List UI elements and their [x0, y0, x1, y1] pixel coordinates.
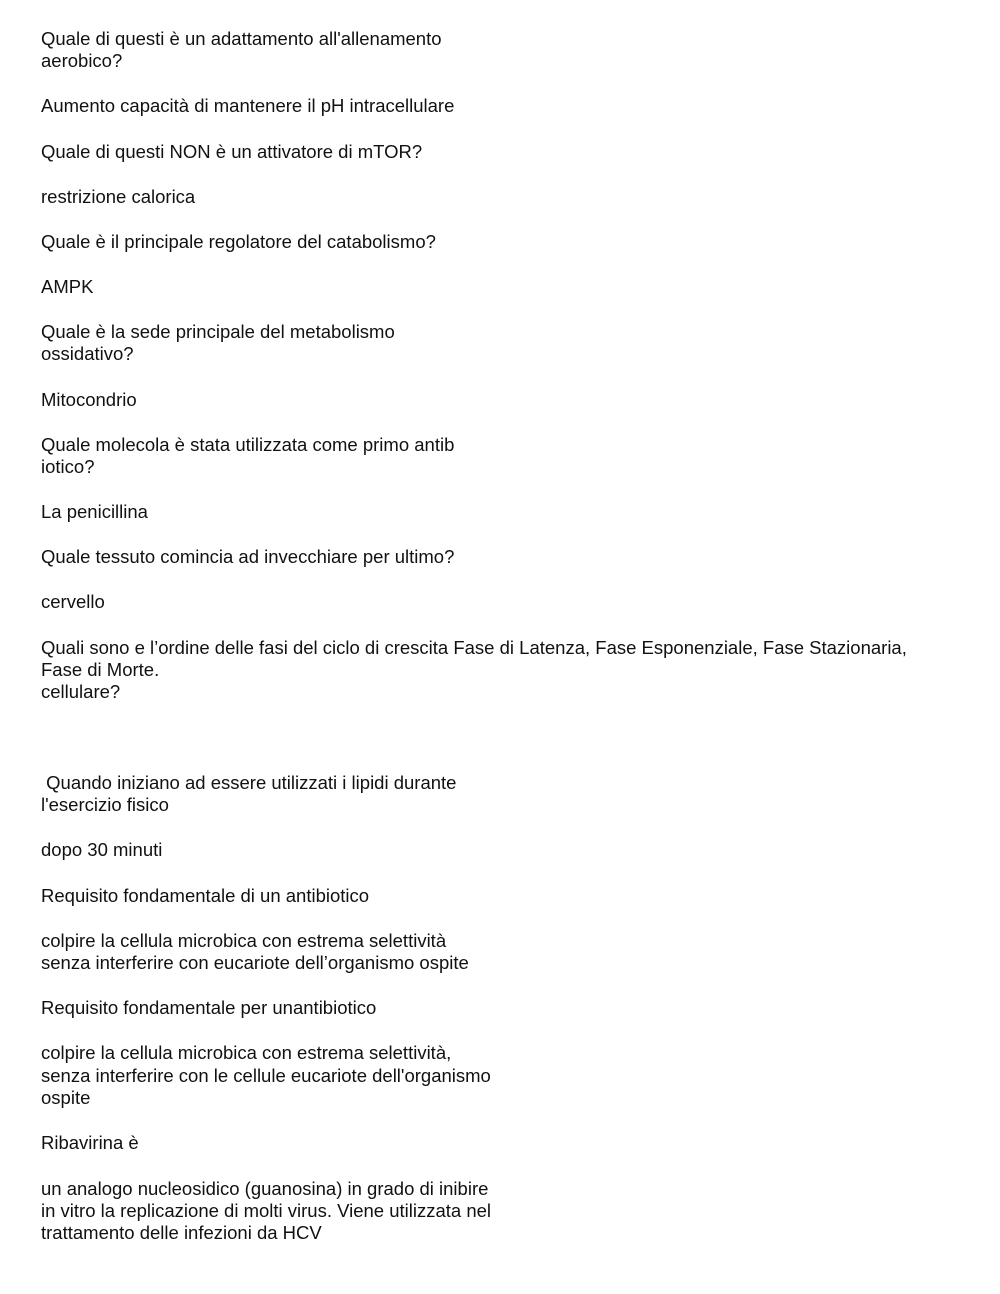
text-line: Quale è la sede principale del metabolismo — [41, 321, 395, 342]
text-line: ossidativo? — [41, 343, 134, 364]
text-line: Quando iniziano ad essere utilizzati i lipidi durante — [41, 772, 457, 793]
text-line: Fase di Morte. — [41, 659, 160, 680]
text-line: in vitro la replicazione di molti virus. Viene utilizzata nel — [41, 1200, 492, 1221]
text-line: Quale è il principale regolatore del catabolismo? — [41, 231, 436, 252]
text-line: l'esercizio fisico — [41, 794, 169, 815]
text-line: Quale di questi NON è un attivatore di mTOR? — [41, 141, 423, 162]
text-line: trattamento delle infezioni da HCV — [41, 1222, 322, 1243]
text-line: Quali sono e l’ordine delle fasi del ciclo di crescita Fase di Latenza, Fase Esponenziale, Fase Stazionaria, — [41, 637, 907, 658]
text-line: Ribavirina è — [41, 1132, 139, 1153]
text-line: Requisito fondamentale per unantibiotico — [41, 997, 377, 1018]
text-line: ospite — [41, 1087, 91, 1108]
text-line: Aumento capacità di mantenere il pH intracellulare — [41, 95, 455, 116]
text-line: La penicillina — [41, 501, 148, 522]
text-line: colpire la cellula microbica con estrema selettività — [41, 930, 447, 951]
text-line: senza interferire con le cellule eucariote dell'organismo — [41, 1065, 491, 1086]
text-line: Quale tessuto comincia ad invecchiare per ultimo? — [41, 546, 455, 567]
text-line: colpire la cellula microbica con estrema selettività, — [41, 1042, 452, 1063]
text-line: cellulare? — [41, 681, 121, 702]
text-line: Quale di questi è un adattamento all'allenamento — [41, 28, 442, 49]
text-line: restrizione calorica — [41, 186, 196, 207]
text-line: aerobico? — [41, 50, 123, 71]
text-line: un analogo nucleosidico (guanosina) in grado di inibire — [41, 1178, 489, 1199]
text-line: Quale molecola è stata utilizzata come primo antib — [41, 434, 455, 455]
text-line: AMPK — [41, 276, 94, 297]
text-line: Requisito fondamentale di un antibiotico — [41, 885, 370, 906]
text-line: Mitocondrio — [41, 389, 137, 410]
text-line: senza interferire con eucariote dell’organismo ospite — [41, 952, 469, 973]
text-line: cervello — [41, 591, 105, 612]
text-line: iotico? — [41, 456, 95, 477]
text-line: dopo 30 minuti — [41, 839, 163, 860]
